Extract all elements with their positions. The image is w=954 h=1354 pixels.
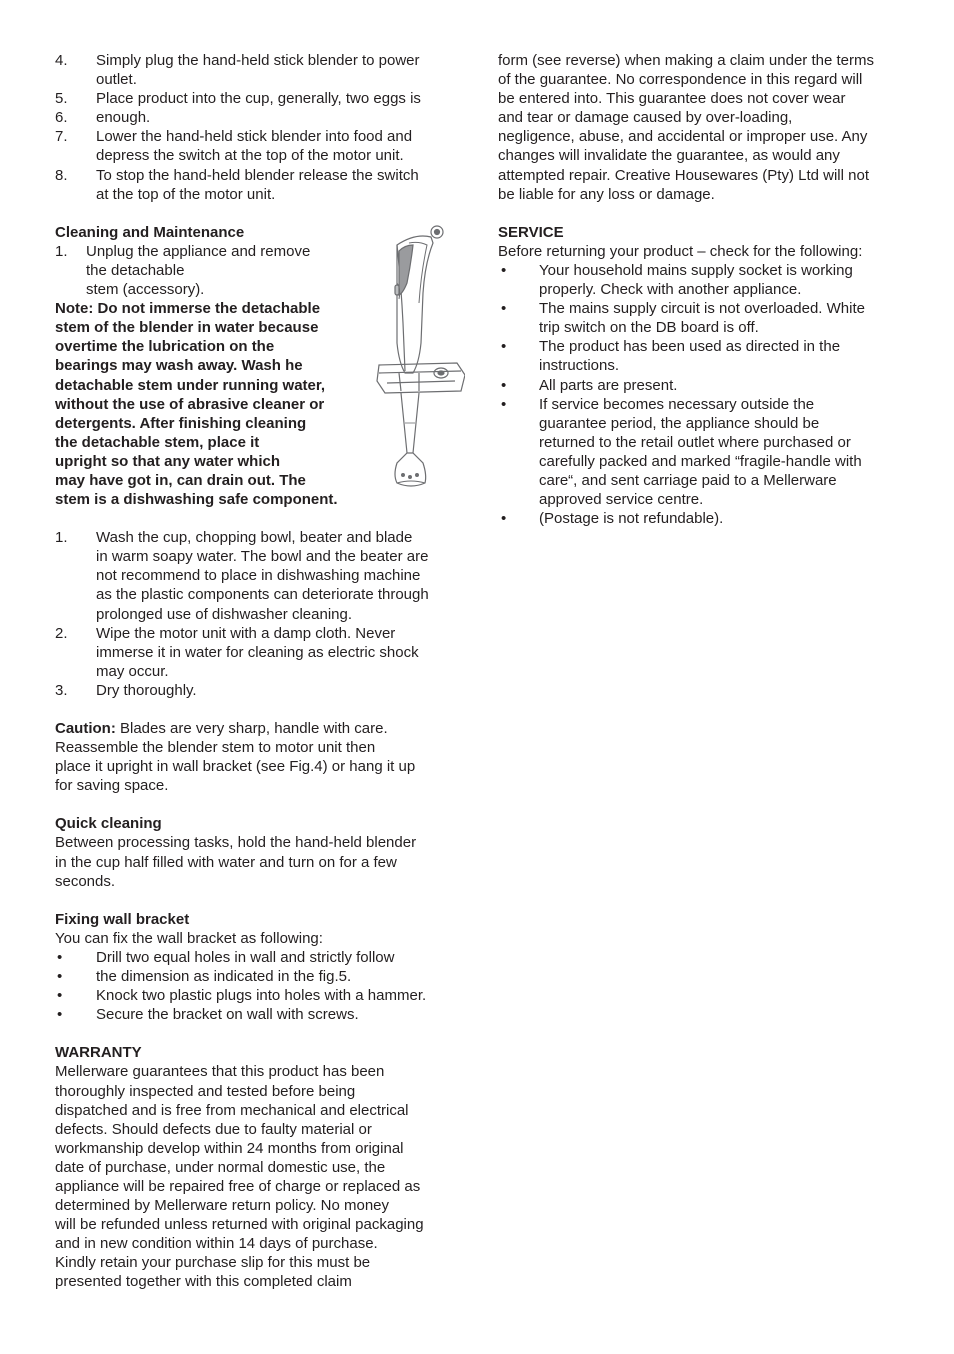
text-line: immerse it in water for cleaning as electric shock [96, 643, 419, 661]
text-line: Unplug the appliance and remove [86, 242, 311, 260]
text-line: as the plastic components can deteriorate through [96, 586, 429, 604]
bullet-mark: • [501, 300, 507, 318]
text-line: overtime the lubrication on the [55, 338, 275, 356]
text-line: date of purchase, under normal domestic use, the [55, 1158, 386, 1176]
text-line: outlet. [96, 71, 137, 89]
text-line: will be refunded unless returned with original packaging [55, 1216, 424, 1234]
washing-steps-list [55, 528, 460, 700]
text-line: bearings may wash away. Wash he [55, 357, 303, 375]
text-line: place it upright in wall bracket (see Fig.4) or hang it up [55, 758, 416, 776]
service-section [498, 223, 908, 529]
wall-bracket-intro: You can fix the wall bracket as following: [55, 929, 323, 947]
bullet-item [498, 337, 908, 375]
wall-bracket-heading: Fixing wall bracket [55, 910, 190, 928]
text-line: Secure the bracket on wall with screws. [96, 1006, 359, 1024]
bullet-mark: • [501, 376, 507, 394]
text-line: detachable stem under running water, [55, 376, 326, 394]
text-line: not recommend to place in dishwashing machine [96, 567, 421, 585]
bullet-item [498, 261, 908, 299]
hand-blender-illustration [375, 223, 465, 493]
text-line: defects. Should defects due to faulty material or [55, 1120, 372, 1138]
text-line: appliance will be repaired free of charge or replaced as [55, 1177, 421, 1195]
text-line: thoroughly inspected and tested before being [55, 1082, 356, 1100]
list-number: 5. [55, 90, 68, 108]
bullet-item [498, 376, 908, 395]
bullet-item [55, 1005, 460, 1024]
text-line: Dry thoroughly. [96, 681, 197, 699]
text-line: returned to the retail outlet where purchased or [539, 433, 851, 451]
bullet-item [498, 299, 908, 337]
text-line: the dimension as indicated in the fig.5. [96, 968, 352, 986]
text-line: the detachable stem, place it [55, 433, 260, 451]
list-number: 8. [55, 166, 68, 184]
text-line: carefully packed and marked “fragile-handle with [539, 452, 862, 470]
text-line: prolonged use of dishwasher cleaning. [96, 605, 353, 623]
text-line: The product has been used as directed in the [539, 338, 841, 356]
left-column [55, 51, 460, 1292]
text-line: upright so that any water which [55, 452, 281, 470]
list-number: 2. [55, 624, 68, 642]
bullet-mark: • [501, 510, 507, 528]
text-line: attempted repair. Creative Housewares (Pty) Ltd will not [498, 166, 869, 184]
text-line: and in new condition within 14 days of purchase. [55, 1235, 378, 1253]
text-line: care“, and sent carriage paid to a Mellerware [539, 471, 837, 489]
warranty-heading: WARRANTY [55, 1044, 142, 1062]
warranty-section [55, 1043, 460, 1291]
warranty-continued [498, 51, 908, 204]
list-item [55, 108, 460, 127]
text-line: approved service centre. [539, 491, 704, 509]
text-line: All parts are present. [539, 376, 678, 394]
cleaning-step-unplug: 1. Unplug the appliance and remove the detachable stem (accessory). [55, 242, 396, 299]
list-number: 6. [55, 109, 68, 127]
bullet-mark: • [501, 338, 507, 356]
list-number: 4. [55, 52, 68, 69]
quick-cleaning-section [55, 814, 460, 890]
list-number: 1. [55, 529, 68, 547]
text-line: Place product into the cup, generally, two eggs is [96, 90, 421, 108]
list-number: 7. [55, 128, 68, 146]
text-line: and tear or damage caused by over-loading, [498, 109, 793, 127]
text-line: Simply plug the hand-held stick blender to power [96, 52, 420, 69]
cleaning-heading: Cleaning and Maintenance [55, 223, 245, 241]
cleaning-note [55, 299, 355, 509]
text-line: Note: Do not immerse the detachable [55, 300, 321, 318]
text-line: Knock two plastic plugs into holes with a hammer. [96, 987, 427, 1005]
text-line: be liable for any loss or damage. [498, 185, 715, 203]
bullet-item [55, 986, 460, 1005]
text-line: Wipe the motor unit with a damp cloth. Never [96, 624, 396, 642]
text-line: at the top of the motor unit. [96, 185, 276, 203]
text-line: presented together with this completed claim [55, 1273, 352, 1291]
text-line: guarantee period, the appliance should be [539, 414, 820, 432]
text-line: changes will invalidate the guarantee, as would any [498, 147, 840, 165]
service-intro: Before returning your product – check for the following: [498, 242, 863, 260]
service-heading: SERVICE [498, 223, 564, 241]
bullet-mark: • [57, 987, 63, 1005]
bullet-mark: • [57, 948, 63, 966]
bullet-mark: • [57, 968, 63, 986]
bullet-item [498, 395, 908, 510]
list-item [55, 51, 460, 89]
text-line: Your household mains supply socket is working [539, 261, 853, 279]
list-item [55, 127, 460, 165]
bullet-mark: • [57, 1006, 63, 1024]
text-line: in the cup half filled with water and turn on for a few [55, 853, 397, 871]
usage-steps-list [55, 51, 460, 204]
text-line: may occur. [96, 662, 169, 680]
caution-paragraph: Caution: Blades are very sharp, handle with care. Reassemble the blender stem to motor unit then place it upright in wall bracket (see Fig.4) or hang it up for saving space. [55, 719, 460, 795]
text-line: stem of the blender in water because [55, 319, 319, 337]
text-line: may have got in, can drain out. The [55, 471, 306, 489]
bullet-item [55, 948, 460, 967]
text-line: depress the switch at the top of the motor unit. [96, 147, 404, 165]
text-line: Kindly retain your purchase slip for this must be [55, 1254, 371, 1272]
text-line: enough. [96, 109, 151, 127]
text-line: detergents. After finishing cleaning [55, 414, 307, 432]
list-item [55, 624, 460, 681]
bullet-mark: • [501, 261, 507, 279]
bullet-mark: • [501, 395, 507, 413]
bullet-item [498, 509, 908, 528]
text-line: workmanship develop within 24 months from original [55, 1139, 404, 1157]
text-line: Drill two equal holes in wall and strictly follow [96, 948, 395, 966]
quick-cleaning-heading: Quick cleaning [55, 815, 162, 833]
cleaning-section [55, 223, 460, 509]
wall-bracket-section [55, 910, 460, 1025]
text-line: Between processing tasks, hold the hand-held blender [55, 834, 417, 852]
text-line: Lower the hand-held stick blender into food and [96, 128, 413, 146]
text-line: determined by Mellerware return policy. No money [55, 1197, 390, 1215]
text-line: be entered into. This guarantee does not cover wear [498, 90, 846, 108]
text-line: (Postage is not refundable). [539, 510, 724, 528]
text-line: without the use of abrasive cleaner or [55, 395, 325, 413]
text-line: the detachable [86, 261, 185, 279]
text-line: for saving space. [55, 777, 169, 795]
text-line: If service becomes necessary outside the [539, 395, 815, 413]
text-line: in warm soapy water. The bowl and the beater are [96, 548, 429, 566]
text-line: Mellerware guarantees that this product has been [55, 1063, 385, 1081]
text-line: trip switch on the DB board is off. [539, 319, 759, 337]
text-line: negligence, abuse, and accidental or improper use. Any [498, 128, 868, 146]
text-line: stem is a dishwashing safe component. [55, 491, 338, 509]
bullet-item [55, 967, 460, 986]
text-line: To stop the hand-held blender release the switch [96, 166, 419, 184]
text-line: Wash the cup, chopping bowl, beater and blade [96, 529, 413, 547]
right-column [498, 51, 908, 528]
list-number: 3. [55, 681, 68, 699]
list-item [55, 166, 460, 204]
list-item [55, 681, 460, 700]
text-line: The mains supply circuit is not overloaded. White [539, 300, 865, 318]
caution-label: Caution: [55, 720, 116, 737]
text-line: dispatched and is free from mechanical and electrical [55, 1101, 409, 1119]
text-line: stem (accessory). [86, 281, 205, 299]
text-line: instructions. [539, 357, 620, 375]
list-item [55, 528, 460, 623]
text-line: seconds. [55, 872, 116, 890]
list-item [55, 89, 460, 108]
text-line: properly. Check with another appliance. [539, 281, 802, 299]
text-line: Reassemble the blender stem to motor unit then [55, 739, 376, 757]
text-line: of the guarantee. No correspondence in this regard will [498, 71, 863, 89]
text-line: form (see reverse) when making a claim under the terms [498, 52, 874, 69]
